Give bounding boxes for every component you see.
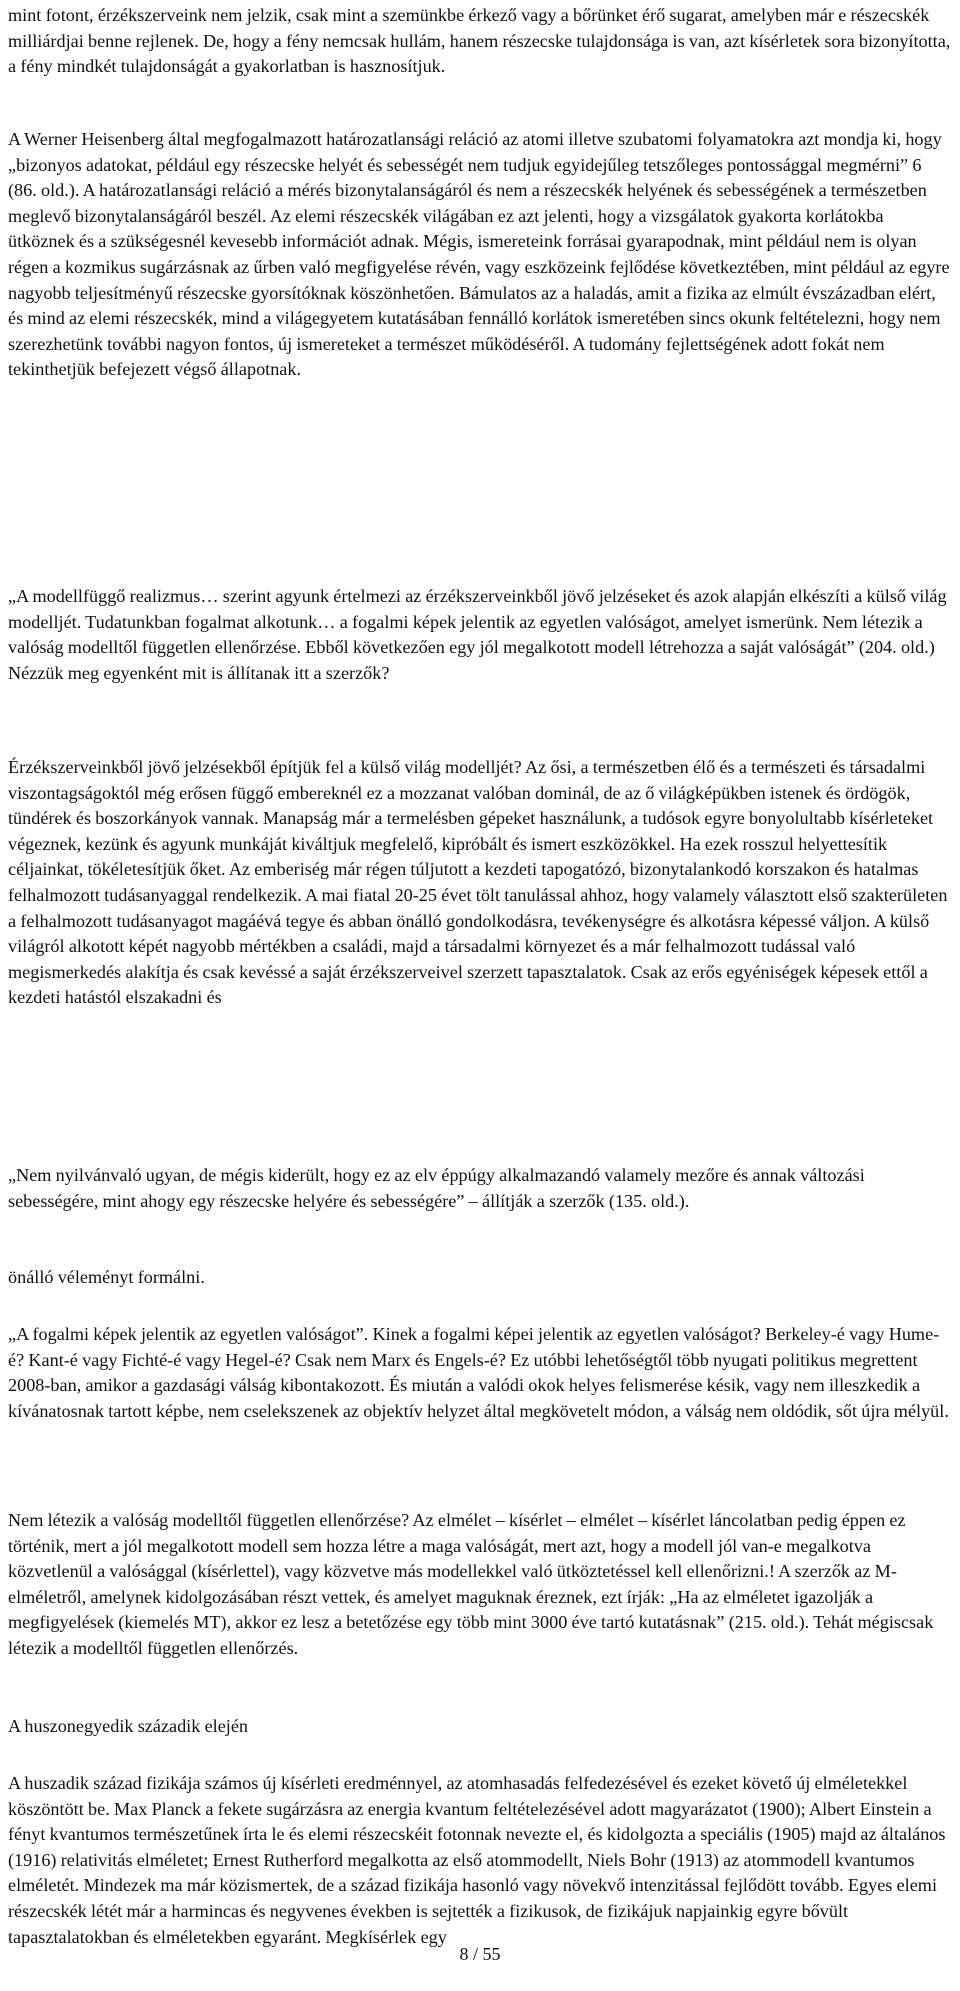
paragraph-sense-organs: Érzékszerveinkből jövő jelzésekből építjük fel a külső világ modelljét? Az ősi, a természetben élő és a természeti és társadalmi viszontagságoktól még erősen függő embereknél ez a mozzanat valóban dominál, de az ő világképükben istenek és ördögök, tündérek és boszorkányok vannak. Manapság már a termelésben gépeket használunk, a tudósok egyre bonyolultabb kísérleteket végeznek, kezünk és agyunk munkáját kiváltjuk megfelelő, kipróbált és ismert eszközökkel. Ha ezek rosszul helyettesítik céljainkat, tökéletesítjük őket. Az emberiség már régen túljutott a kezdeti tapogatózó, bizonytalankodó korszakon és hatalmas felhalmozott tudásanyaggal rendelkezik. A mai fiatal 20-25 évet tölt tanulással ahhoz, hogy valamely választott első szakterületen a felhalmozott tudásanyagot magáévá tegye és abban önálló gondolkodásra, tevékenységre és alkotásra képessé váljon. A külső világról alkotott képét nagyobb mértékben a családi, majd a társadalmi környezet és a már felhalmozott tudással való megismerkedés alakítja és csak kevéssé a saját érzékszerveivel szerzett tapasztalatok. Csak az erős egyéniségek képesek ettől a kezdeti hatástól elszakadni és [8,757,948,1008]
paragraph-continuation: önálló véleményt formálni. [8,1267,205,1287]
paragraph-twentieth-century-physics: A huszadik század fizikája számos új kísérleti eredménnyel, az atomhasadás felfedezésével és ezeket követő új elméletekkel köszöntött be. Max Planck a fekete sugárzásra az energia kvantum feltételezésével adott magyarázatot (1900); Albert Einstein a fényt kvantumos természetűnek írta le és elemi részecskéit fotonnak nevezte el, és kidolgozta a speciális (1905) majd az általános (1916) relativitás elméletet; Ernest Rutherford megalkotta az első atommodellt, Niels Bohr (1913) az atommodell kvantumos elméletét. Mindezek ma már közismertek, de a század fizikája hasonló vagy növekvő intenzitással fejlődött tovább. Egyes elemi részecskék létét már a harmincas és negyvenes években is sejtették a fizikusok, de fizikájuk napjainkig egyre bővült tapasztalatokban és elméletekben egyaránt. Megkísérlek egy [8,1773,946,1947]
paragraph-model-dependent-realism-quote: „A modellfüggő realizmus… szerint agyunk értelmezi az érzékszerveinkből jövő jelzéseket és azok alapján elkészíti a külső világ modelljét. Tudatunkban fogalmat alkotunk… a fogalmi képek jelentik az egyetlen valóságot, amelyet ismerünk. Nem létezik a valóság modelltől független ellenőrzése. Ebből következően egy jól megalkotott modell létrehozza a saját valóságát” (204. old.) Nézzük meg egyenként mit is állítanak itt a szerzők? [8,586,947,683]
paragraph-light-particles: mint fotont, érzékszerveink nem jelzik, csak mint a szemünkbe érkező vagy a bőrünket érő sugarat, amelyben már e részecskék milliárdjai benne rejlenek. De, hogy a fény nemcsak hullám, hanem részecske tulajdonsága is van, azt kísérletek sora bizonyította, a fény mindkét tulajdonságát a gyakorlatban is hasznosítjuk. [8,5,951,77]
page-number: 8 / 55 [459,1944,501,1964]
section-heading: A huszonegyedik századik elején [8,1716,248,1736]
footnote-quote: „Nem nyilvánvaló ugyan, de mégis kiderült, hogy ez az elv éppúgy alkalmazandó valamely mezőre és annak változási sebességére, mint ahogy egy részecske helyére és sebességére” – állítják a szerzők (135. old.). [8,1165,865,1211]
paragraph-heisenberg: A Werner Heisenberg által megfogalmazott határozatlansági reláció az atomi illetve szubatomi folyamatokra azt mondja ki, hogy „bizonyos adatokat, például egy részecske helyét és sebességét nem tudjuk egyidejűleg tetszőleges pontossággal megmérni” 6 (86. old.). A határozatlansági reláció a mérés bizonytalanságáról és nem a részecskék helyének és sebességének a természetben meglevő bizonytalanságáról beszél. Az elemi részecskék világában ez azt jelenti, hogy a vizsgálatok gyakorta korlátokba ütköznek és a szükségesnél kevesebb információt adnak. Mégis, ismereteink forrásai gyarapodnak, mint például nem is olyan régen a kozmikus sugárzásnak az űrben való megfigyelése révén, vagy eszközeink fejlődése következtében, mint például az egyre nagyobb teljesítményű részecske gyorsítóknak köszönhetően. Bámulatos az a haladás, amit a fizika az elmúlt évszázadban elért, és mind az elemi részecskék, mind a világegyetem kutatásában fennálló korlátok ismeretében sincs okunk feltételezni, hogy nem szerezhetünk további nagyon fontos, új ismereteket a természet működéséről. A tudomány fejlettségének adott fokát nem tekinthetjük befejezett végső állapotnak. [8,129,950,380]
paragraph-independent-verification: Nem létezik a valóság modelltől független ellenőrzése? Az elmélet – kísérlet – elmélet – kísérlet láncolatban pedig éppen ez történik, mert a jól megalkotott modell sem hozza létre a maga valóságát, mert azt, hogy a modell jól van-e megalkotva közvetlenül a valósággal (kísérlettel), vagy közvetve más modellekkel való ütköztetéssel kell ellenőrizni.! A szerzők az M-elméletről, amelynek kidolgozásában részt vettek, és amelyet maguknak éreznek, ezt írják: „Ha az elméletet igazolják a megfigyelések (kiemelés MT), akkor ez lesz a betetőzése egy több mint 3000 éve tartó kutatásnak” (215. old.). Tehát mégiscsak létezik a modelltől független ellenőrzés. [8,1510,934,1658]
paragraph-conceptual-images: „A fogalmi képek jelentik az egyetlen valóságot”. Kinek a fogalmi képei jelentik az egyetlen valóságot? Berkeley-é vagy Hume-é? Kant-é vagy Fichté-é vagy Hegel-é? Csak nem Marx és Engels-é? Ez utóbbi lehetőségtől több nyugati politikus megrettent 2008-ban, amikor a gazdasági válság kibontakozott. És miután a valódi okok helyes felismerése késik, vagy nem illeszkedik a kívánatosnak tartott képbe, nem cselekszenek az objektív helyzet által megkövetelt módon, a válság nem oldódik, sőt újra mélyül. [8,1324,949,1421]
